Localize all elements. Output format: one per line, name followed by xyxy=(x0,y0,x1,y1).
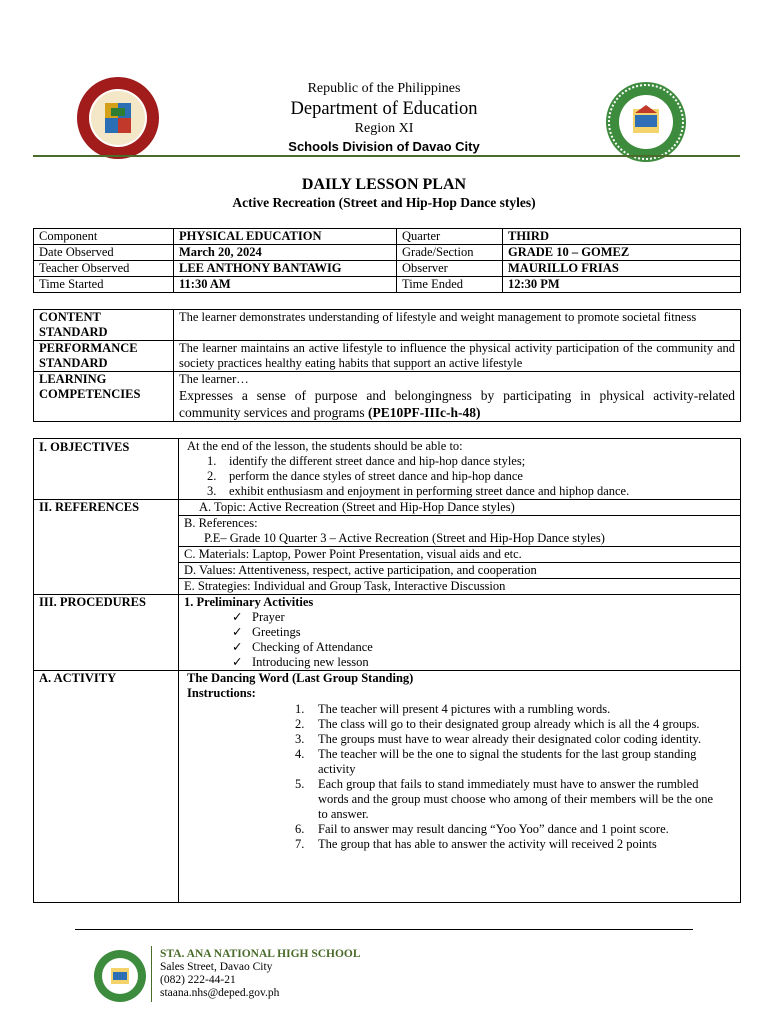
preliminary-checklist xyxy=(184,610,735,670)
reference-a: A. Topic: Active Recreation (Street and Hip-Hop Dance styles) xyxy=(179,500,741,516)
checklist-text: Introducing new lesson xyxy=(252,655,369,669)
list-number: 3. xyxy=(207,484,217,498)
start-label: Time Started xyxy=(34,277,174,293)
info-table xyxy=(33,228,741,293)
footer-school-seal-logo xyxy=(93,949,147,1003)
objective-text: exhibit enthusiasm and enjoyment in performing street dance and hiphop dance. xyxy=(229,484,630,498)
step-text: Each group that fails to stand immediately must have to answer the rumbled words and the group must choose who among of their members will be the one to answer. xyxy=(318,777,714,821)
procedures-cell xyxy=(179,595,741,671)
objectives-label: I. OBJECTIVES xyxy=(34,439,179,500)
quarter-value: THIRD xyxy=(503,229,741,245)
list-item xyxy=(295,822,723,837)
checklist-item xyxy=(232,655,735,670)
list-number: 5. xyxy=(295,777,305,791)
step-text: The groups must have to wear already their designated color coding identity. xyxy=(318,732,702,746)
objective-text: perform the dance styles of street dance and hip-hop dance xyxy=(229,469,523,483)
performance-label-line1: PERFORMANCE xyxy=(39,341,138,355)
learning-intro: The learner… xyxy=(179,372,249,386)
grade-value: GRADE 10 – GOMEZ xyxy=(503,245,741,261)
footer-divider xyxy=(75,929,693,930)
checkmark-icon: ✓ xyxy=(232,640,243,654)
reference-e: E. Strategies: Individual and Group Task, Interactive Discussion xyxy=(179,579,741,595)
activity-cell xyxy=(179,671,741,903)
objectives-cell xyxy=(179,439,741,500)
checklist-item xyxy=(232,610,735,625)
date-label: Date Observed xyxy=(34,245,174,261)
teacher-value: LEE ANTHONY BANTAWIG xyxy=(174,261,397,277)
checklist-text: Greetings xyxy=(252,625,301,639)
lesson-plan-subtitle: Active Recreation (Street and Hip-Hop Dance styles) xyxy=(232,195,536,210)
activity-title: The Dancing Word (Last Group Standing) xyxy=(187,671,414,685)
content-standard-label xyxy=(34,310,174,341)
reference-b-title: B. References: xyxy=(184,516,258,530)
footer-contact-block xyxy=(160,948,361,1000)
references-label: II. REFERENCES xyxy=(34,500,179,595)
performance-standard-label xyxy=(34,341,174,372)
list-number: 7. xyxy=(295,837,305,851)
content-label-line1: CONTENT xyxy=(39,310,101,324)
list-item xyxy=(295,837,723,852)
step-text: Fail to answer may result dancing “Yoo Yoo” dance and 1 point score. xyxy=(318,822,669,836)
performance-standard-text: The learner maintains an active lifestyle to influence the physical activity participation of the community and society practices healthy eating habits that support an active lifestyle xyxy=(174,341,741,372)
reference-b-cell xyxy=(179,516,741,547)
activity-label: A. ACTIVITY xyxy=(34,671,179,903)
checklist-text: Checking of Attendance xyxy=(252,640,373,654)
step-text: The teacher will be the one to signal the students for the last group standing activity xyxy=(318,747,697,776)
reference-c: C. Materials: Laptop, Power Point Presentation, visual aids and etc. xyxy=(179,547,741,563)
activity-instructions-heading: Instructions: xyxy=(187,686,256,700)
checklist-text: Prayer xyxy=(252,610,285,624)
checkmark-icon: ✓ xyxy=(232,625,243,639)
checklist-item xyxy=(232,625,735,640)
standards-table xyxy=(33,309,741,422)
reference-b-text: P.E– Grade 10 Quarter 3 – Active Recreation (Street and Hip-Hop Dance styles) xyxy=(204,531,605,545)
republic-heading: Republic of the Philippines xyxy=(307,81,461,96)
activity-steps xyxy=(187,702,735,852)
objective-text: identify the different street dance and hip-hop dance styles; xyxy=(229,454,526,468)
component-label: Component xyxy=(34,229,174,245)
learning-text: Expresses a sense of purpose and belongingness by participating in physical activity-related community services and programs xyxy=(179,388,735,420)
component-value: PHYSICAL EDUCATION xyxy=(174,229,397,245)
quarter-label: Quarter xyxy=(397,229,503,245)
observer-label: Observer xyxy=(397,261,503,277)
learning-competency-text xyxy=(179,387,735,421)
list-item xyxy=(187,469,735,484)
learning-label-line1: LEARNING xyxy=(39,372,107,386)
list-number: 4. xyxy=(295,747,305,761)
list-item xyxy=(295,777,723,822)
grade-label: Grade/Section xyxy=(397,245,503,261)
footer-email[interactable]: staana.nhs@deped.gov.ph xyxy=(160,987,280,999)
end-value: 12:30 PM xyxy=(503,277,741,293)
list-item xyxy=(295,747,723,777)
region-heading: Region XI xyxy=(354,121,414,136)
footer-school-name: STA. ANA NATIONAL HIGH SCHOOL xyxy=(160,948,361,960)
objectives-intro: At the end of the lesson, the students should be able to: xyxy=(187,439,463,453)
list-number: 2. xyxy=(295,717,305,731)
date-value: March 20, 2024 xyxy=(174,245,397,261)
learning-competencies-label xyxy=(34,372,174,422)
list-number: 3. xyxy=(295,732,305,746)
procedures-label: III. PROCEDURES xyxy=(34,595,179,671)
content-label-line2: STANDARD xyxy=(39,325,108,339)
list-item xyxy=(187,484,735,499)
list-number: 6. xyxy=(295,822,305,836)
objectives-list xyxy=(187,454,735,499)
end-label: Time Ended xyxy=(397,277,503,293)
lesson-plan-title: DAILY LESSON PLAN xyxy=(301,176,467,193)
checklist-item xyxy=(232,640,735,655)
reference-d: D. Values: Attentiveness, respect, active participation, and cooperation xyxy=(179,563,741,579)
header-divider xyxy=(33,155,740,157)
plan-table xyxy=(33,438,741,903)
preliminary-heading: 1. Preliminary Activities xyxy=(184,595,314,609)
start-value: 11:30 AM xyxy=(174,277,397,293)
list-item xyxy=(187,454,735,469)
learning-competencies-cell xyxy=(174,372,741,422)
list-item xyxy=(295,702,723,717)
observer-value: MAURILLO FRIAS xyxy=(503,261,741,277)
list-number: 2. xyxy=(207,469,217,483)
footer-phone: (082) 222-44-21 xyxy=(160,974,236,986)
teacher-label: Teacher Observed xyxy=(34,261,174,277)
step-text: The group that has able to answer the activity will received 2 points xyxy=(318,837,657,851)
content-standard-text: The learner demonstrates understanding of lifestyle and weight management to promote societal fitness xyxy=(174,310,741,341)
division-heading: Schools Division of Davao City xyxy=(288,139,480,154)
checkmark-icon: ✓ xyxy=(232,610,243,624)
learning-label-line2: COMPETENCIES xyxy=(39,387,141,401)
footer-address: Sales Street, Davao City xyxy=(160,961,273,973)
performance-label-line2: STANDARD xyxy=(39,356,108,370)
step-text: The teacher will present 4 pictures with a rumbling words. xyxy=(318,702,611,716)
learning-code: (PE10PF-IIIc-h-48) xyxy=(367,405,481,420)
footer-vertical-divider xyxy=(151,946,152,1002)
list-number: 1. xyxy=(295,702,305,716)
list-item xyxy=(295,732,723,747)
department-heading: Department of Education xyxy=(290,99,478,119)
list-item xyxy=(295,717,723,732)
list-number: 1. xyxy=(207,454,217,468)
step-text: The class will go to their designated group already which is all the 4 groups. xyxy=(318,717,700,731)
checkmark-icon: ✓ xyxy=(232,655,243,669)
